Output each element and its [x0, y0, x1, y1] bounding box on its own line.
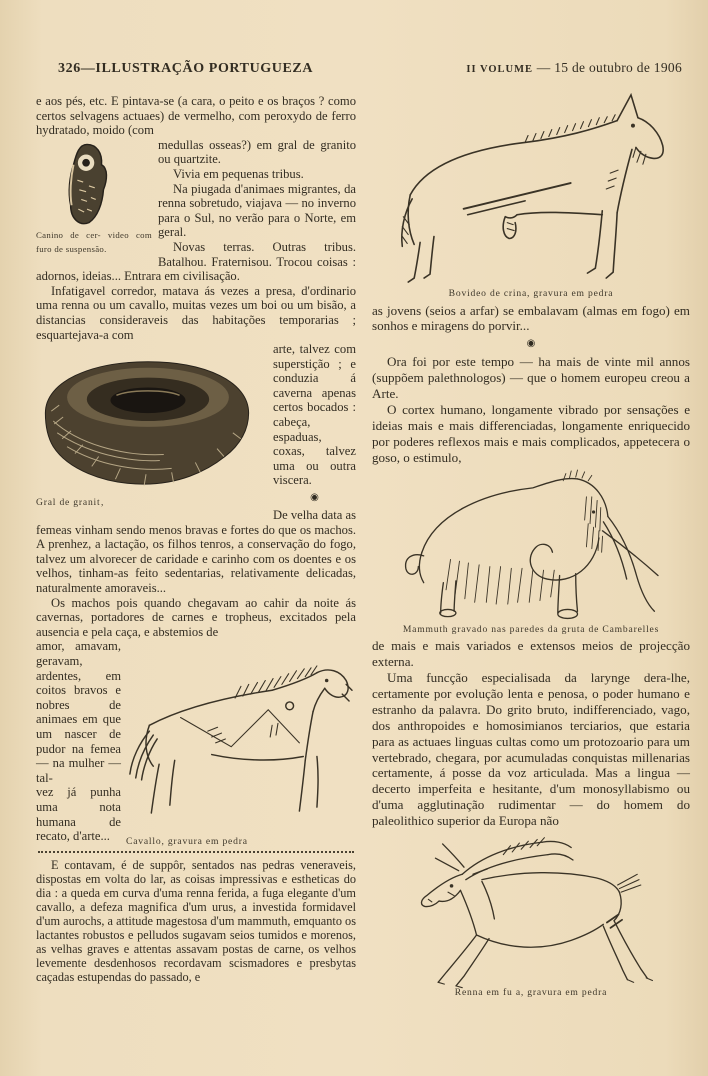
- reindeer-engraving-illustration: [382, 835, 680, 985]
- bovine-caption: Bovideo de crina, gravura em pedra: [448, 288, 614, 299]
- paragraph-contavam: E contavam, é de suppôr, sentados nas pedras veneraveis, dispostas em volta do lar, as coisas impressivas e estheticas do dia : a queda em curva d'uma renna ferida, a fuga elegante d'um cavallo, a defeza magnifica d'um urus, a investida formidavel d'um aurochs, a attitude magestosa d'um mammuth, emquanto os lactantes robustos e pelludos sugavam seios tumidos e morenos, as velhas graves e attentas assavam postas de carne, os velhos levemente desdenhosos recordavam scismadores e presbytas caçadas estupendas do passado, e: [36, 857, 356, 984]
- section-ornament: ◉: [310, 492, 319, 504]
- horse-figure: [126, 641, 356, 848]
- mortar-figure: [36, 346, 266, 509]
- paragraph-tribus: Vivia em pequenas tribus.: [173, 166, 304, 181]
- mammoth-engraving-illustration: [383, 470, 679, 622]
- tooth-caption: Canino de cer- video com furo de suspensão.: [36, 229, 152, 255]
- right-column: [372, 88, 690, 1002]
- dotted-separator: [38, 851, 354, 853]
- paragraph-cortex: O cortex humano, longamente vibrado por sensações e ideias mais e mais differenciadas, longamente enriquecido por poderes reflexos mais e mais complicados, appetecera o goso, o estimulo,: [372, 402, 690, 465]
- left-column: [36, 94, 356, 984]
- mortar-caption: Gral de granit‚: [36, 497, 105, 509]
- tooth-figure: [36, 141, 152, 256]
- bovine-engraving-illustration: [376, 88, 686, 286]
- horse-caption: Cavallo, gravura em pedra: [126, 836, 248, 848]
- paragraph-recato: vez já punha uma nota humana de recato, d'arte...: [36, 785, 121, 844]
- date-label: — 15 de outubro de 1906: [536, 60, 682, 75]
- canine-tooth-illustration: [60, 141, 116, 227]
- section-ornament: ◉: [526, 338, 536, 350]
- paragraph-machos: Os machos pois quando chegavam ao cahir da noite ás cavernas, portadores de carnes e tropheus, excitados pela ausencia e pela caça, e abstemios de: [36, 595, 356, 639]
- paragraph-larynge: Uma funcção especialisada da larynge dera-lhe, certamente por evolução lenta e penosa, o poder humano e estranho da palavra. Do grito bruto, indifferenciado, vago, dos anthropoides e homosimianos terciarios, que estaria para as actuaes linguas cultas como um protozoario para um vertebrado, chegara, por acumuladas conquistas millenarias certamente, á posse da voz articulada. Mas a lingua — decerto imperfeita e hesitante, d'um monosyllabismo ou d'uma agglutinação rudimentar — do homem do paleolithico superior da Europa não: [372, 669, 690, 829]
- paragraph-femeas: De velha data as femeas vinham sendo menos bravas e fortes do que os machos. A prenhez, a lactação, os filhos tenros, a conservação do fogo, talvez um alvorecer de caridade e carinho com os doentes e os velhos, tinham-as feito sedentarias, relativamente delicadas, naturalmente amoraveis...: [36, 508, 356, 595]
- paragraph-novas-terras: Novas terras. Outras tribus. Batalhou. Fraternisou. Trocou coisas : adornos, ideias... Entrara em civilisação.: [36, 239, 356, 284]
- granite-mortar-illustration: [36, 346, 258, 494]
- reindeer-caption: Renna em fu a, gravura em pedra: [454, 987, 608, 999]
- paragraph-projeccao: de mais e mais variados e extensos meios de projecção externa.: [372, 638, 690, 670]
- page-number-title: 326—ILLUSTRAÇÃO PORTUGUEZA: [58, 61, 314, 76]
- volume-label: II VOLUME: [466, 64, 534, 75]
- paragraph-painting: e aos pés, etc. E pintava-se (a cara, o peito e os braços ? como certos selvagens actuaes) de vermelho, com peroxydo de ferro hydratado, moido (com: [36, 94, 356, 138]
- horse-engraving-illustration: [126, 641, 352, 833]
- paragraph-jovens: as jovens (seios a arfar) se embalavam (almas em fogo) em sonhos e miragens do porvir...: [372, 302, 690, 334]
- paragraph-hunter: Infatigavel corredor, matava ás vezes a presa, d'ordinario uma renna ou um cavallo, muitas vezes um boi ou um bisão, a distancias consideraveis das habitações temporarias ; esquartejava-a com: [36, 283, 356, 342]
- paragraph-mortar: medullas osseas?) em gral de granito ou quartzite.: [158, 137, 356, 167]
- page-header: [58, 60, 682, 77]
- paragraph-migration: Na piugada d'animaes migrantes, da renna sobretudo, viajava — no inverno para o Sul, no verão para o Norte, em geral.: [158, 181, 356, 240]
- volume-date: [466, 60, 682, 76]
- paragraph-amor: amor, amavam, geravam, ardentes, em coitos bravos e nobres de animaes em que um nascer de pudor na femea — na mulher — tal-: [36, 639, 121, 785]
- paragraph-bocados: arte, talvez com superstição ; e conduzia á caverna apenas certos bocados : cabeça, espaduas, coxas, talvez uma ou outra viscera.: [273, 342, 356, 488]
- mammoth-caption: Mammuth gravado nas paredes da gruta de Cambarelles: [402, 623, 660, 635]
- paragraph-vinte-mil: Ora foi por este tempo — ha mais de vinte mil annos (suppõem palethnologos) — que o homem europeu creou a Arte.: [372, 354, 690, 402]
